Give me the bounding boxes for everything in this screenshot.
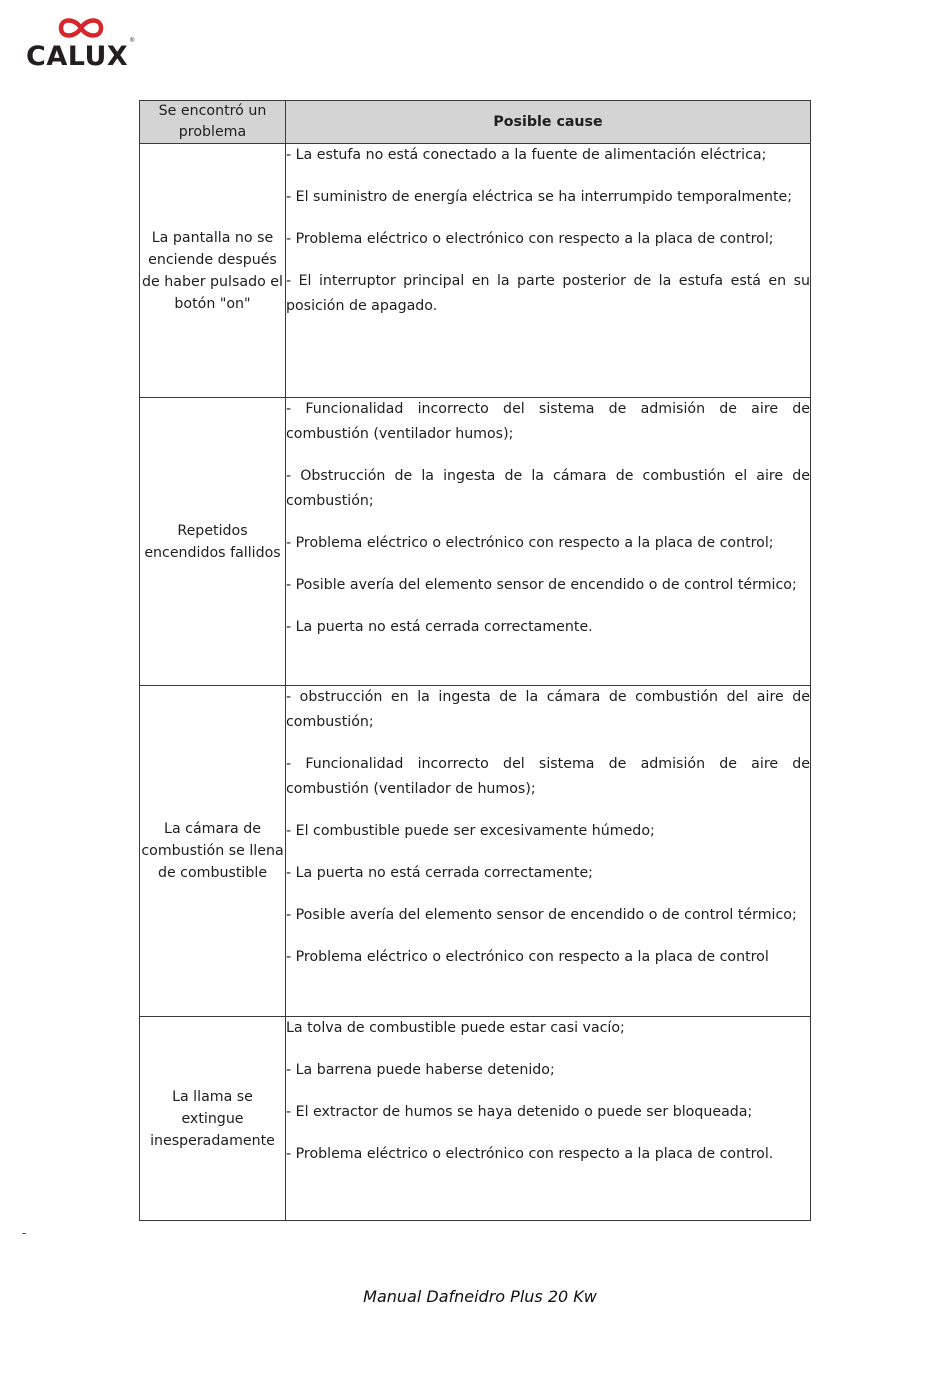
cause-item: - Problema eléctrico o electrónico con respecto a la placa de control; [286, 535, 774, 551]
cause-item: - El extractor de humos se haya detenido o puede ser bloqueada; [286, 1104, 753, 1120]
cause-item: La tolva de combustible puede estar casi vacío; [286, 1020, 625, 1036]
cause-item: - La barrena puede haberse detenido; [286, 1062, 555, 1078]
cause-item: - Funcionalidad incorrecto del sistema de admisión de aire de combustión (ventilador humos); [286, 401, 810, 442]
registered-mark: ® [130, 38, 135, 44]
table-row [140, 686, 811, 1017]
cause-item: - El combustible puede ser excesivamente húmedo; [286, 823, 655, 839]
page-footer: Manual Dafneidro Plus 20 Kw [363, 1287, 597, 1306]
header-problem: Se encontró un problema [140, 101, 286, 144]
cause-item: - Problema eléctrico o electrónico con respecto a la placa de control [286, 949, 769, 965]
cause-item: - Posible avería del elemento sensor de encendido o de control térmico; [286, 577, 797, 593]
cause-item: - La puerta no está cerrada correctamente; [286, 865, 593, 881]
table-row [140, 144, 811, 398]
margin-mark: - [22, 1226, 27, 1240]
problem-cell: La pantalla no se enciende después de haber pulsado el botón "on" [140, 144, 286, 398]
cause-item: - Funcionalidad incorrecto del sistema de admisión de aire de combustión (ventilador de humos); [286, 756, 810, 797]
cause-item: - Problema eléctrico o electrónico con respecto a la placa de control; [286, 231, 774, 247]
causes-cell [286, 1017, 811, 1221]
cause-item: - El suministro de energía eléctrica se ha interrumpido temporalmente; [286, 189, 793, 205]
brand-name: CALUX [26, 41, 129, 72]
cause-item: - Obstrucción de la ingesta de la cámara de combustión el aire de combustión; [286, 468, 810, 509]
causes-cell [286, 144, 811, 398]
table-row [140, 1017, 811, 1221]
troubleshooting-table [139, 100, 811, 1221]
cause-item: - Problema eléctrico o electrónico con respecto a la placa de control. [286, 1146, 774, 1162]
cause-item: - El interruptor principal en la parte posterior de la estufa está en su posición de apagado. [286, 273, 810, 314]
table-row [140, 398, 811, 686]
cause-item: - Posible avería del elemento sensor de encendido o de control térmico; [286, 907, 797, 923]
problem-cell: La cámara de combustión se llena de combustible [140, 686, 286, 1017]
infinity-icon [56, 14, 106, 42]
causes-cell [286, 398, 811, 686]
header-cause: Posible cause [286, 101, 811, 144]
cause-item: - obstrucción en la ingesta de la cámara de combustión del aire de combustión; [286, 689, 810, 730]
causes-cell [286, 686, 811, 1017]
calux-logo [26, 14, 142, 72]
problem-cell: Repetidos encendidos fallidos [140, 398, 286, 686]
problem-cell: La llama se extingue inesperadamente [140, 1017, 286, 1221]
cause-item: - La estufa no está conectado a la fuente de alimentación eléctrica; [286, 147, 767, 163]
cause-item: - La puerta no está cerrada correctamente. [286, 619, 593, 635]
table-header-row [140, 101, 811, 144]
